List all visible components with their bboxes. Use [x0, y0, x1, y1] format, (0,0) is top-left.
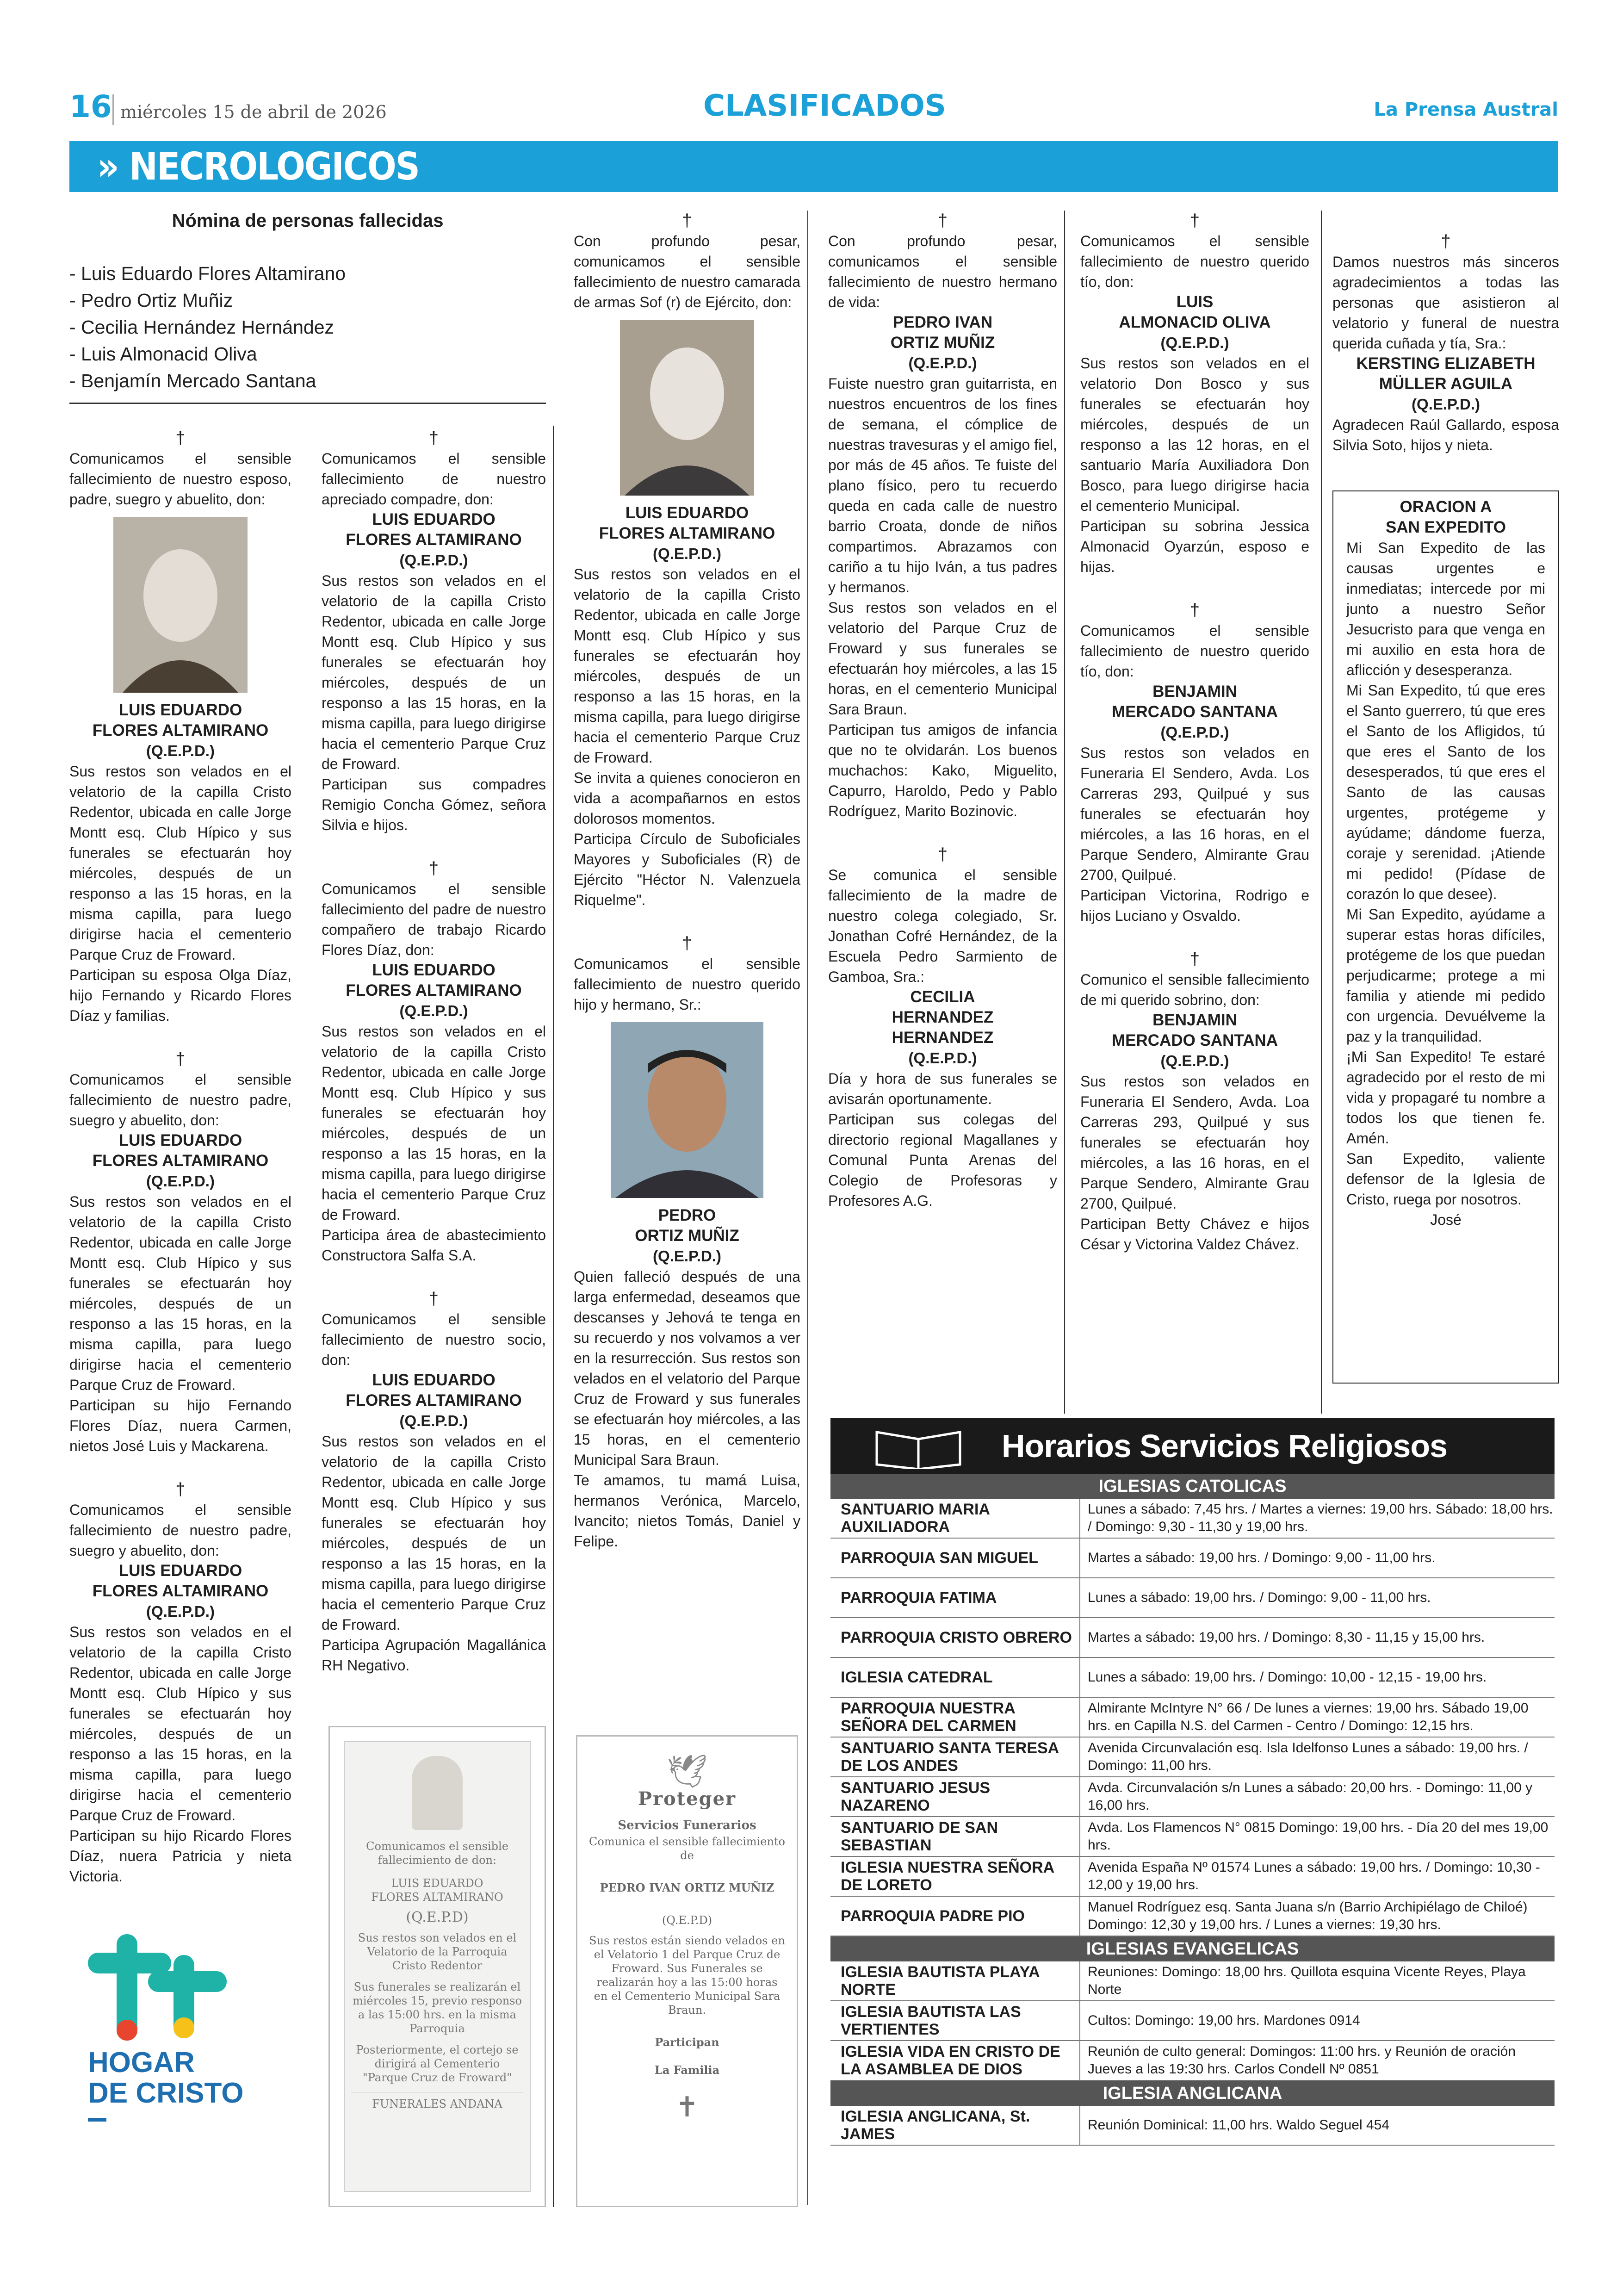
notice-participants: Participan su sobrina Jessica Almonacid Oyarzún, esposo e hijas.	[1080, 518, 1309, 575]
deceased-name: PEDRO	[658, 1206, 716, 1224]
schedule-row	[830, 1897, 1555, 1936]
deceased-name: LUIS EDUARDO	[372, 961, 496, 979]
notice-intro: Comunicamos el sensible fallecimiento de nuestro apreciado compadre, don:	[322, 450, 546, 508]
service-times: Lunes a sábado: 19,00 hrs. / Domingo: 9,00 - 11,00 hrs.	[1088, 1590, 1431, 1605]
church-name: PARROQUIA PADRE PIO	[830, 1897, 1080, 1936]
column-5	[1080, 211, 1309, 1254]
prayer-title: ORACION A	[1400, 498, 1492, 516]
notice-body: Sus restos son velados en el velatorio Don Bosco y sus funerales se efectuarán hoy miércoles, después de un responso a las 12 horas, en el santuario María Auxiliadora Don Bosco, para luego dirigirse hacia el cementerio Municipal.	[1080, 355, 1309, 514]
bible-icon	[872, 1423, 965, 1469]
necrologicos-banner	[69, 141, 1558, 192]
deceased-name: HERNANDEZ	[892, 1029, 994, 1047]
church-name: IGLESIA CATEDRAL	[830, 1658, 1080, 1697]
proteger-name: PEDRO IVAN ORTIZ MUÑIZ	[600, 1881, 774, 1894]
qepd: (Q.E.P.D.)	[1160, 724, 1229, 741]
notice-intro: Comunico el sensible fallecimiento de mi querido sobrino, don:	[1080, 971, 1309, 1008]
notice-body: Sus restos son velados en el velatorio de la capilla Cristo Redentor, ubicada en calle Jorge Montt esq. Club Hípico y sus funerales se efectuarán hoy miércoles, después de un responso a las 15 horas, en la misma capilla, para luego dirigirse hacia el cementerio Parque Cruz de Froward.	[322, 572, 546, 772]
church-name: IGLESIA VIDA EN CRISTO DE LA ASAMBLEA DE DIOS	[830, 2041, 1080, 2080]
funerales-andana-card	[328, 1726, 546, 2207]
cross-icon: ✝	[675, 2091, 699, 2123]
church-name: PARROQUIA NUESTRA SEÑORA DEL CARMEN	[830, 1698, 1080, 1737]
church-name: IGLESIA ANGLICANA, St. JAMES	[830, 2106, 1080, 2145]
schedule-row	[830, 2106, 1555, 2146]
qepd: (Q.E.P.D.)	[908, 1049, 977, 1067]
church-name: PARROQUIA FATIMA	[830, 1578, 1080, 1617]
cross-icon: †	[428, 428, 439, 448]
deceased-name: MERCADO SANTANA	[1111, 1031, 1278, 1049]
church-name: PARROQUIA SAN MIGUEL	[830, 1539, 1080, 1577]
church-name: SANTUARIO SANTA TERESA DE LOS ANDES	[830, 1738, 1080, 1776]
service-times: Reunión Dominical: 11,00 hrs. Waldo Seguel 454	[1088, 2117, 1390, 2133]
deceased-name: FLORES ALTAMIRANO	[599, 524, 775, 542]
deceased-name: LUIS EDUARDO	[118, 1131, 242, 1149]
qepd: (Q.E.P.D.)	[1160, 1052, 1229, 1069]
service-times: Almirante McIntyre N° 66 / De lunes a viernes: 19,00 hrs. Sábado 19,00 hrs. en Capilla N.S. del Carmen - Centro / Domingo: 12,15 hrs.	[1088, 1700, 1529, 1733]
notice-body: Sus restos son velados en el velatorio de la capilla Cristo Redentor, ubicada en calle Jorge Montt esq. Club Hípico y sus funerales se efectuarán hoy miércoles, después de un responso a las 15 horas, en la misma capilla, para luego dirigirse hacia el cementerio Parque Cruz de Froward.	[69, 763, 291, 963]
deceased-name: LUIS EDUARDO	[625, 504, 749, 522]
schedule-header	[830, 1418, 1555, 1474]
deceased-name: FLORES ALTAMIRANO	[92, 1582, 269, 1600]
column-1	[69, 428, 291, 1886]
church-name: IGLESIA NUESTRA SEÑORA DE LORETO	[830, 1857, 1080, 1896]
qepd: (Q.E.P.D.)	[1160, 334, 1229, 351]
oracion-san-expedito	[1332, 490, 1559, 1384]
church-name: SANTUARIO JESUS NAZARENO	[830, 1777, 1080, 1816]
qepd: (Q.E.P.D.)	[908, 354, 977, 372]
notice-participants: Participan Victorina, Rodrigo e hijos Luciano y Osvaldo.	[1080, 887, 1309, 924]
proteger-part: Participan	[655, 2035, 719, 2049]
notice-participants: Participan su esposa Olga Díaz, hijo Fernando y Ricardo Flores Díaz y familias.	[69, 967, 291, 1024]
cross-icon: †	[175, 428, 186, 448]
service-times: Avenida España Nº 01574 Lunes a sábado: 19,00 hrs. / Domingo: 10,30 - 12,00 y 19,00 hrs.	[1088, 1860, 1540, 1893]
cross-icon: †	[682, 934, 692, 953]
deceased-photo	[620, 320, 754, 496]
cross-icon: †	[1189, 211, 1200, 230]
notice-intro: Con profundo pesar, comunicamos el sensible fallecimiento de nuestro hermano de vida:	[828, 233, 1057, 310]
service-times: Lunes a sábado: 7,45 hrs. / Martes a viernes: 19,00 hrs. Sábado: 18,00 hrs. / Domingo: 9,30 - 11,30 y 19,00 hrs.	[1088, 1502, 1553, 1534]
service-times: Cultos: Domingo: 19,00 hrs. Mardones 0914	[1088, 2013, 1360, 2028]
column-2	[322, 428, 546, 1675]
notice-body: Quien falleció después de una larga enfermedad, deseamos que descanses y Jehová te tenga en su recuerdo y nos volvamos a ver en la resurrección. Sus restos son velados en el velatorio del Parque Cruz de Froward y sus funerales se efectuarán hoy miércoles, a las 15 horas, en el cementerio Municipal Sara Braun.	[574, 1268, 800, 1468]
schedule-row	[830, 1698, 1555, 1738]
nomina-rule	[69, 403, 546, 404]
notice-body: Sus restos son velados en el velatorio de la capilla Cristo Redentor, ubicada en calle Jorge Montt esq. Club Hípico y sus funerales se efectuarán hoy miércoles, después de un responso a las 15 horas, en la misma capilla, para luego dirigirse hacia el cementerio Parque Cruz de Froward.	[574, 566, 800, 766]
deceased-name: LUIS EDUARDO	[118, 701, 242, 719]
notice-participants: Participan su hijo Ricardo Flores Díaz, nuera Patricia y nieta Victoria.	[69, 1827, 291, 1885]
notice-participants: Participa Agrupación Magallánica RH Negativo.	[322, 1637, 546, 1674]
church-name: SANTUARIO MARIA AUXILIADORA	[830, 1499, 1080, 1538]
cross-icon: †	[937, 845, 948, 864]
notice-participants: Te amamos, tu mamá Luisa, hermanos Verónica, Marcelo, Ivancito; nietos Tomás, Daniel y Felipe.	[574, 1472, 800, 1550]
hogar-de-cristo-logo	[88, 1934, 254, 2166]
hogar-de-cristo-mark	[88, 1934, 227, 2041]
portrait-image	[620, 320, 754, 496]
qepd: (Q.E.P.D.)	[653, 545, 721, 562]
schedule-section-header: IGLESIAS EVANGELICAS	[830, 1936, 1555, 1961]
schedule-row	[830, 1539, 1555, 1578]
portrait-image	[113, 517, 248, 693]
notice-intro: Se comunica el sensible fallecimiento de la madre de nuestro colega colegiado, Sr. Jonathan Cofré Hernández, de la Escuela Pedro Sarmiento de Gamboa, Sra.:	[828, 867, 1057, 985]
schedule-row	[830, 1857, 1555, 1897]
cross-icon: †	[1189, 949, 1200, 969]
prayer-paragraph: San Expedito, valiente defensor de la Iglesia de Cristo, ruega por nosotros.	[1346, 1150, 1545, 1208]
notice-participants: Participan Betty Chávez e hijos César y Victorina Valdez Chávez.	[1080, 1216, 1309, 1253]
header-date: miércoles 15 de abril de 2026	[120, 102, 387, 122]
cross-icon: †	[1441, 232, 1451, 251]
andana-text: Comunicamos el sensible fallecimiento de don: LUIS EDUARDO FLORES ALTAMIRANO (Q.E.P.D) Sus restos son velados en el Velatorio de la Parroquia Cristo Redentor Sus funerales se realizarán el miércoles 15, previo responso a las 15:00 hrs. en la misma Parroquia Posteriormente, el cortejo se dirigirá al Cementerio "Parque Cruz de Froward" FUNERALES ANDANA	[345, 1839, 530, 2111]
notice-body: Sus restos son velados en el velatorio de la capilla Cristo Redentor, ubicada en calle Jorge Montt esq. Club Hípico y sus funerales se efectuarán hoy miércoles, después de un responso a las 15 horas, en la misma capilla, para luego dirigirse hacia el cementerio Parque Cruz de Froward.	[322, 1023, 546, 1223]
deceased-name: LUIS EDUARDO	[118, 1562, 242, 1580]
deceased-name: LUIS EDUARDO	[372, 1371, 496, 1389]
church-name: PARROQUIA CRISTO OBRERO	[830, 1618, 1080, 1657]
notice-participants: Participa área de abastecimiento Constructora Salfa S.A.	[322, 1227, 546, 1264]
cross-icon: †	[937, 211, 948, 230]
schedule-row	[830, 1777, 1555, 1817]
cross-icon: †	[175, 1480, 186, 1499]
qepd: (Q.E.P.D.)	[1412, 396, 1480, 413]
cross-icon: †	[428, 859, 439, 878]
notice-body: Sus restos son velados en Funeraria El Sendero, Avda. Los Carreras 293, Quilpué y sus funerales se efectuarán hoy miércoles, a las 16 horas, en el Parque Sendero, Almirante Grau 2700, Quilpué.	[1080, 745, 1309, 883]
page-number: 16	[69, 89, 112, 124]
deceased-photo	[611, 1022, 763, 1198]
deceased-name: FLORES ALTAMIRANO	[92, 721, 269, 739]
page-header	[69, 89, 1558, 130]
notice-intro: Comunicamos el sensible fallecimiento de nuestro querido tío, don:	[1080, 622, 1309, 680]
notice-intro: Comunicamos el sensible fallecimiento de nuestro querido hijo y hermano, Sr.:	[574, 956, 800, 1013]
cross-icon: †	[1189, 601, 1200, 620]
cross-icon: †	[175, 1049, 186, 1069]
notice-body: Fuiste nuestro gran guitarrista, en nuestros encuentros de los fines de semana, el cómplice de nuestras travesuras y el amigo fiel, por más de 45 años. Te fuiste del plano físico, pero tu recuerdo queda en cada calle de nuestro barrio Croata, donde de niños compartimos. Abrazamos con cariño a tu hijo Iván, a tus padres y hermanos.	[828, 375, 1057, 596]
proteger-intro: Comunica el sensible fallecimiento de	[589, 1835, 785, 1862]
notice-body: Sus restos son velados en el velatorio de la capilla Cristo Redentor, ubicada en calle Jorge Montt esq. Club Hípico y sus funerales se efectuarán hoy miércoles, después de un responso a las 15 horas, en la misma capilla, para luego dirigirse hacia el cementerio Parque Cruz de Froward.	[322, 1433, 546, 1633]
proteger-brand: Proteger	[638, 1788, 737, 1810]
deceased-name: LUIS EDUARDO	[372, 510, 496, 528]
service-times: Martes a sábado: 19,00 hrs. / Domingo: 8,30 - 11,15 y 15,00 hrs.	[1088, 1630, 1485, 1645]
service-times: Avda. Los Flamencos N° 0815 Domingo: 19,00 hrs. - Día 20 del mes 19,00 hrs.	[1088, 1820, 1549, 1853]
prayer-paragraph: Mi San Expedito de las causas urgentes e inmediatas; intercede por mi junto a nuestro Señor Jesucristo para que venga en mi auxilio en esta hora de aflicción y desesperanza.	[1346, 540, 1545, 678]
service-times: Lunes a sábado: 19,00 hrs. / Domingo: 10,00 - 12,15 - 19,00 hrs.	[1088, 1669, 1487, 1685]
notice-participants: Participan su hijo Fernando Flores Díaz, nuera Carmen, nietos José Luis y Mackarena.	[69, 1397, 291, 1454]
notice-body: Sus restos son velados en el velatorio de la capilla Cristo Redentor, ubicada en calle Jorge Montt esq. Club Hípico y sus funerales se efectuarán hoy miércoles, después de un responso a las 15 horas, en la misma capilla, para luego dirigirse hacia el cementerio Parque Cruz de Froward.	[69, 1193, 291, 1393]
qepd: (Q.E.P.D.)	[399, 1002, 468, 1019]
schedule-section-header: IGLESIA ANGLICANA	[830, 2081, 1555, 2106]
notice-intro: Comunicamos el sensible fallecimiento del padre de nuestro compañero de trabajo Ricardo Flores Díaz, don:	[322, 881, 546, 958]
deceased-name: ORTIZ MUÑIZ	[890, 334, 995, 352]
notice-intro: Comunicamos el sensible fallecimiento de nuestro padre, suegro y abuelito, don:	[69, 1071, 291, 1129]
cross-icon: †	[682, 211, 692, 230]
notice-body: Día y hora de sus funerales se avisarán oportunamente.	[828, 1070, 1057, 1107]
notice-intro: Comunicamos el sensible fallecimiento de nuestro esposo, padre, suegro y abuelito, don:	[69, 450, 291, 508]
qepd: (Q.E.P.D.)	[653, 1247, 721, 1265]
qepd: (Q.E.P.D.)	[399, 1412, 468, 1429]
notice-participants: Participan sus compadres Remigio Concha Gómez, señora Silvia e hijos.	[322, 776, 546, 833]
deceased-name: FLORES ALTAMIRANO	[346, 1391, 522, 1409]
deceased-name: FLORES ALTAMIRANO	[346, 981, 522, 999]
column-6	[1332, 211, 1559, 455]
column-rule	[1321, 211, 1322, 1414]
column-4	[828, 211, 1057, 1211]
notice-invitation: Se invita a quienes conocieron en vida a acompañarnos en estos dolorosos momentos.	[574, 769, 800, 827]
service-times: Avenida Circunvalación esq. Isla Idelfonso Lunes a sábado: 19,00 hrs. / Domingo: 11,00 hrs.	[1088, 1740, 1528, 1773]
notice-intro: Comunicamos el sensible fallecimiento de nuestro querido tío, don:	[1080, 233, 1309, 290]
service-times: Martes a sábado: 19,00 hrs. / Domingo: 9,00 - 11,00 hrs.	[1088, 1550, 1436, 1565]
qepd: (Q.E.P.D.)	[146, 1173, 215, 1190]
notice-body: Sus restos son velados en el velatorio del Parque Cruz de Froward y sus funerales se efectuarán hoy miércoles, a las 15 horas, en el cementerio Municipal Sara Braun.	[828, 599, 1057, 718]
deceased-name: HERNANDEZ	[892, 1008, 994, 1026]
nomina-box	[69, 211, 546, 394]
service-times: Manuel Rodríguez esq. Santa Juana s/n (Barrio Archipiélago de Chiloé) Domingo: 12,30 y 19,00 hrs. / Lunes a viernes: 19,30 hrs.	[1088, 1899, 1528, 1932]
notice-participants: Participan sus colegas del directorio regional Magallanes y Comunal Punta Arenas del Colegio de Profesoras y Profesores A.G.	[828, 1111, 1057, 1209]
notice-intro: Comunicamos el sensible fallecimiento de nuestro socio, don:	[322, 1311, 546, 1368]
schedule-row	[830, 1618, 1555, 1658]
qepd: (Q.E.P.D.)	[399, 552, 468, 569]
virgin-image	[412, 1756, 463, 1830]
schedule-row	[830, 1738, 1555, 1777]
nomina-title: Nómina de personas fallecidas	[172, 211, 444, 231]
service-times: Reunión de culto general: Domingos: 11:00 hrs. y Reunión de oración Jueves a las 19:30 hrs. Carlos Condell Nº 0851	[1088, 2044, 1516, 2077]
nomina-item: - Luis Eduardo Flores Altamirano	[69, 263, 346, 284]
qepd: (Q.E.P.D.)	[146, 742, 215, 759]
schedule-section-header: IGLESIAS CATOLICAS	[830, 1474, 1555, 1499]
deceased-name: BENJAMIN	[1152, 683, 1237, 701]
proteger-card	[576, 1735, 798, 2207]
church-name: IGLESIA BAUTISTA PLAYA NORTE	[830, 1961, 1080, 2000]
religious-schedule	[830, 1418, 1555, 2207]
notice-intro: Damos nuestros más sinceros agradecimientos a todas las personas que asistieron al velatorio y funeral de nuestra querida cuñada y tía, Sra.:	[1332, 254, 1559, 352]
notice-intro: Comunicamos el sensible fallecimiento de nuestro padre, suegro y abuelito, don:	[69, 1502, 291, 1559]
deceased-name: FLORES ALTAMIRANO	[346, 531, 522, 549]
qepd: (Q.E.P.D.)	[146, 1603, 215, 1620]
notice-participants: Agradecen Raúl Gallardo, esposa Silvia Soto, hijos y nieta.	[1332, 416, 1559, 453]
column-3	[574, 211, 800, 1551]
notice-body: Sus restos son velados en el velatorio de la capilla Cristo Redentor, ubicada en calle Jorge Montt esq. Club Hípico y sus funerales se efectuarán hoy miércoles, después de un responso a las 15 horas, en la misma capilla, para luego dirigirse hacia el cementerio Parque Cruz de Froward.	[69, 1624, 291, 1824]
notice-participants: Participan tus amigos de infancia que no te olvidarán. Los buenos muchachos: Kako, Miguelito, Capurro, Haroldo, Pedo y Pablo Rodríguez, Marito Bozinovic.	[828, 721, 1057, 819]
section-title: CLASIFICADOS	[703, 89, 946, 123]
nomina-item: - Luis Almonacid Oliva	[69, 343, 257, 365]
proteger-sub: Servicios Funerarios	[618, 1818, 756, 1832]
schedule-row	[830, 1658, 1555, 1698]
deceased-name: ORTIZ MUÑIZ	[635, 1227, 739, 1245]
nomina-item: - Pedro Ortiz Muñiz	[69, 290, 233, 311]
nomina-item: - Benjamín Mercado Santana	[69, 370, 316, 391]
prayer-signature: José	[1430, 1211, 1462, 1228]
notice-intro: Con profundo pesar, comunicamos el sensible fallecimiento de nuestro camarada de armas Sof (r) de Ejército, don:	[574, 233, 800, 310]
schedule-row	[830, 2001, 1555, 2041]
dove-icon: 🕊	[666, 1752, 708, 1790]
deceased-name: PEDRO IVAN	[892, 313, 993, 331]
deceased-name: LUIS	[1176, 293, 1214, 311]
banner-title: » NECROLOGICOS	[97, 145, 419, 189]
deceased-name: FLORES ALTAMIRANO	[92, 1152, 269, 1170]
notice-participants: Participa Círculo de Suboficiales Mayores y Suboficiales (R) de Ejército "Héctor N. Valenzuela Riquelme".	[574, 831, 800, 908]
schedule-row	[830, 1961, 1555, 2001]
service-times: Avda. Circunvalación s/n Lunes a sábado: 20,00 hrs. - Domingo: 11,00 y 16,00 hrs.	[1088, 1780, 1533, 1813]
column-rule	[807, 211, 808, 2205]
cross-icon: †	[428, 1289, 439, 1309]
proteger-qepd: (Q.E.P.D)	[662, 1914, 712, 1927]
column-rule	[1064, 211, 1065, 1414]
service-times: Reuniones: Domingo: 18,00 hrs. Quillota esquina Vicente Reyes, Playa Norte	[1088, 1964, 1526, 1997]
proteger-family: La Familia	[654, 2063, 720, 2077]
newspaper-name: La Prensa Austral	[1374, 99, 1558, 120]
schedule-row	[830, 2041, 1555, 2081]
schedule-row	[830, 1578, 1555, 1618]
prayer-paragraph: Mi San Expedito, ayúdame a superar estas horas difíciles, protégeme de los que puedan perjudicarme; protege a mi familia y atiende mi pedido con urgencia. Devuélveme la paz y la tranquilidad.	[1346, 906, 1545, 1045]
prayer-paragraph: ¡Mi San Expedito! Te estaré agradecido por el resto de mi vida y propagaré tu nombre a todos los que tienen fe. Amén.	[1346, 1049, 1545, 1147]
notice-body: Sus restos son velados en Funeraria El Sendero, Avda. Loa Carreras 293, Quilpué y sus funerales se efectuarán hoy miércoles, a las 16 horas, en el Parque Sendero, Almirante Grau 2700, Quilpué.	[1080, 1073, 1309, 1212]
nomina-item: - Cecilia Hernández Hernández	[69, 316, 335, 338]
proteger-body: Sus restos están siendo velados en el Velatorio 1 del Parque Cruz de Froward. Sus Funerales se realizarán hoy a las 15:00 horas en el Cementerio Municipal Sara Braun.	[589, 1934, 785, 2017]
deceased-name: CECILIA	[910, 988, 975, 1006]
header-divider	[112, 94, 114, 125]
schedule-row	[830, 1499, 1555, 1539]
column-rule	[553, 426, 554, 2207]
deceased-name: MERCADO SANTANA	[1111, 703, 1278, 721]
deceased-name: KERSTING ELIZABETH	[1356, 354, 1536, 372]
deceased-name: ALMONACID OLIVA	[1119, 313, 1271, 331]
hogar-line1: HOGAR	[88, 2047, 195, 2079]
deceased-name: MÜLLER AGUILA	[1379, 375, 1513, 393]
portrait-image	[611, 1022, 763, 1198]
prayer-title: SAN EXPEDITO	[1386, 518, 1506, 536]
hogar-line2: DE CRISTO	[88, 2077, 244, 2109]
church-name: IGLESIA BAUTISTA LAS VERTIENTES	[830, 2001, 1080, 2040]
schedule-row	[830, 1817, 1555, 1857]
prayer-paragraph: Mi San Expedito, tú que eres el Santo guerrero, tú que eres el Santo de los Afligidos, tú que eres el Santo de los desesperados, tú que eres el Santo de las causas urgentes, protégeme y ayúdame; dándome fuerza, coraje y serenidad. ¡Atiende mi pedido! (Pídase de corazón lo que desee).	[1346, 682, 1545, 902]
church-name: SANTUARIO DE SAN SEBASTIAN	[830, 1817, 1080, 1856]
schedule-title: Horarios Servicios Religiosos	[1002, 1428, 1448, 1464]
deceased-photo	[113, 517, 248, 693]
deceased-name: BENJAMIN	[1152, 1011, 1237, 1029]
